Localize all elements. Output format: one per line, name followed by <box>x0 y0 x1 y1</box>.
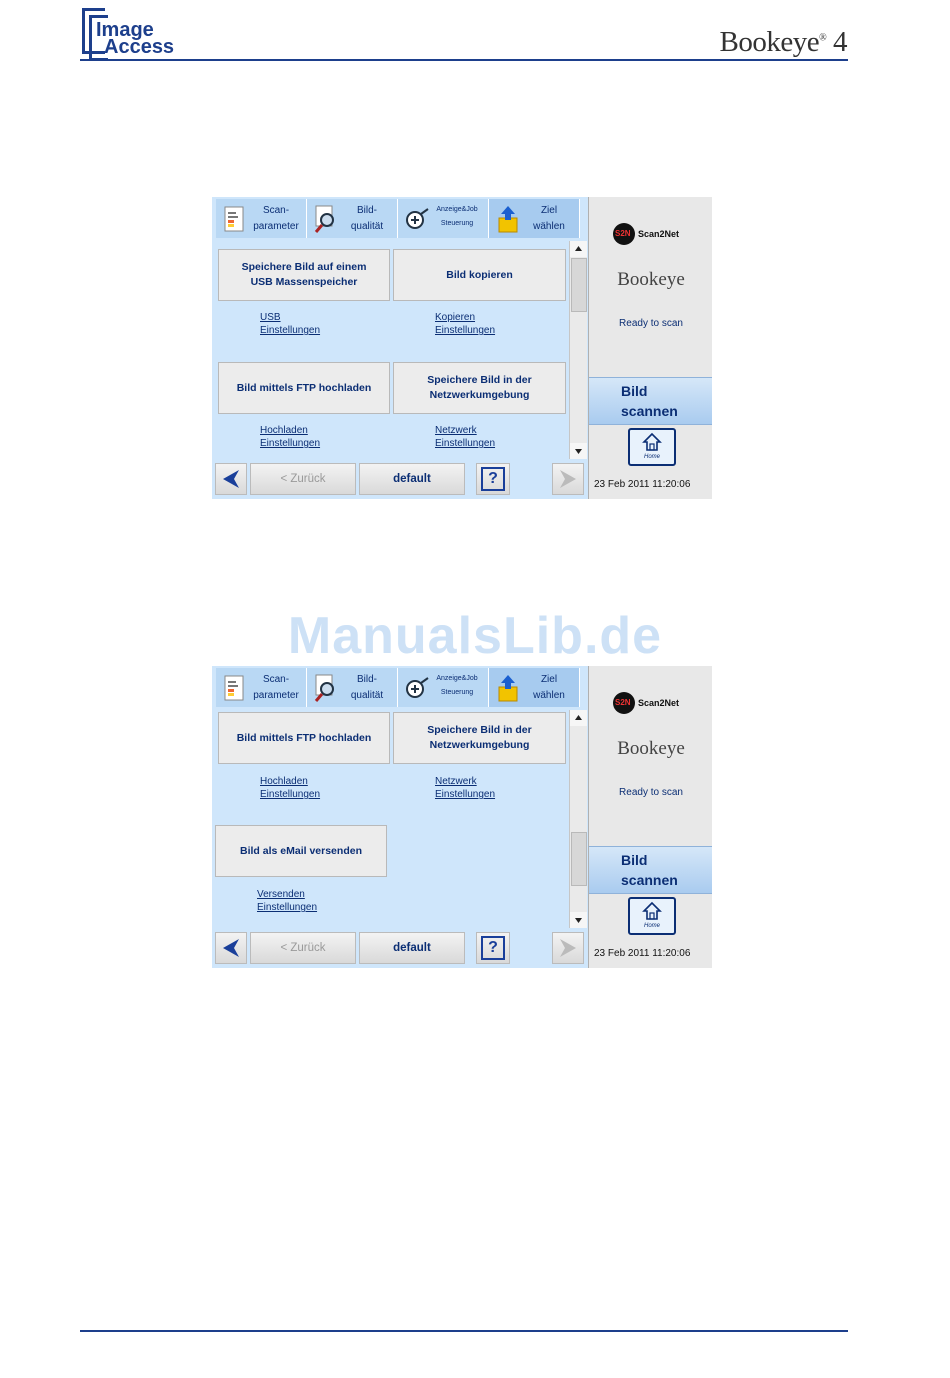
left-arrow-icon <box>219 468 243 490</box>
usb-settings-link[interactable]: USB Einstellungen <box>260 312 321 336</box>
scroll-down-arrow-icon[interactable] <box>570 443 587 459</box>
header-rule <box>80 59 848 61</box>
tab-anzeige-label: Anzeige&Job Steuerung <box>436 675 478 696</box>
scan-image-button[interactable]: Bild scannen <box>589 377 712 425</box>
copy-image-button[interactable]: Bild kopieren <box>393 249 566 301</box>
screenshot-2 <box>212 666 712 968</box>
scan2net-badge-icon: S2N <box>613 692 635 714</box>
logo-text-access: Access <box>104 36 175 58</box>
bottom-toolbar <box>212 928 588 968</box>
back-button[interactable]: < Zurück <box>250 463 356 495</box>
scan2net-logo: S2N Scan2Net <box>613 692 703 714</box>
tab-bar <box>212 666 588 710</box>
back-button[interactable]: < Zurück <box>250 932 356 964</box>
datetime-text: 23 Feb 2011 11:20:06 <box>594 948 691 959</box>
zoom-plus-icon <box>404 673 430 703</box>
tab-bildqualitaet[interactable] <box>307 199 398 238</box>
copy-settings-link[interactable]: Kopieren Einstellungen <box>435 312 496 336</box>
tab-scan-label: Scan- parameter <box>253 205 299 232</box>
help-button[interactable] <box>476 463 510 495</box>
tab-anzeige-label: Anzeige&Job Steuerung <box>436 206 478 227</box>
home-button[interactable]: Home <box>628 428 676 466</box>
tab-scan-parameter[interactable] <box>216 199 307 238</box>
default-button[interactable]: default <box>359 932 465 964</box>
scan-document-icon <box>222 673 248 703</box>
scroll-up-arrow-icon[interactable] <box>570 710 587 726</box>
scrollbar-thumb[interactable] <box>571 832 587 886</box>
network-settings-link[interactable]: Netzwerk Einstellungen <box>435 425 496 449</box>
status-sidebar <box>588 666 712 968</box>
tab-bar <box>212 197 588 241</box>
bottom-toolbar <box>212 459 588 499</box>
right-arrow-icon <box>556 468 580 490</box>
tab-scan-label: Scan- parameter <box>253 674 299 701</box>
right-arrow-icon <box>556 937 580 959</box>
status-sidebar <box>588 197 712 499</box>
network-settings-link[interactable]: Netzwerk Einstellungen <box>435 776 496 800</box>
magnifier-icon <box>313 204 339 234</box>
help-icon: ? <box>481 936 505 960</box>
bookeye-logo: Bookeye <box>617 269 685 290</box>
status-text: Ready to scan <box>619 787 683 798</box>
datetime-text: 23 Feb 2011 11:20:06 <box>594 479 691 490</box>
ftp-upload-button[interactable]: Bild mittels FTP hochladen <box>218 712 390 764</box>
zoom-plus-icon <box>404 204 430 234</box>
footer-rule <box>80 1330 848 1332</box>
prev-arrow-button[interactable] <box>215 932 247 964</box>
tab-ziel-waehlen[interactable] <box>489 668 580 707</box>
tab-anzeige-job[interactable] <box>398 199 489 238</box>
ftp-settings-link[interactable]: Hochladen Einstellungen <box>260 776 321 800</box>
target-box-icon <box>495 204 521 234</box>
status-text: Ready to scan <box>619 318 683 329</box>
scan-image-button[interactable]: Bild scannen <box>589 846 712 894</box>
email-send-button[interactable]: Bild als eMail versenden <box>215 825 387 877</box>
target-box-icon <box>495 673 521 703</box>
ftp-settings-link[interactable]: Hochladen Einstellungen <box>260 425 321 449</box>
scan2net-logo: S2N Scan2Net <box>613 223 703 245</box>
screenshot-1 <box>212 197 712 499</box>
default-button[interactable]: default <box>359 463 465 495</box>
brand-version: 4 <box>833 26 847 58</box>
network-save-button[interactable]: Speichere Bild in der Netzwerkumgebung <box>393 362 566 414</box>
watermark: ManualsLib.de <box>287 607 663 665</box>
scroll-down-arrow-icon[interactable] <box>570 912 587 928</box>
tab-ziel-label: Ziel wählen <box>533 205 565 232</box>
next-arrow-button[interactable] <box>552 932 584 964</box>
help-button[interactable] <box>476 932 510 964</box>
scroll-up-arrow-icon[interactable] <box>570 241 587 257</box>
ftp-upload-button[interactable]: Bild mittels FTP hochladen <box>218 362 390 414</box>
scrollbar[interactable] <box>569 241 587 459</box>
destination-panel <box>212 710 570 928</box>
home-icon <box>642 432 662 452</box>
help-icon: ? <box>481 467 505 491</box>
destination-panel <box>212 241 570 459</box>
brand-name: Bookeye <box>719 26 820 58</box>
tab-ziel-waehlen[interactable] <box>489 199 580 238</box>
bookeye-brand <box>720 26 847 59</box>
tab-scan-parameter[interactable] <box>216 668 307 707</box>
brand-registered-mark: ® <box>819 32 827 44</box>
scan-document-icon <box>222 204 248 234</box>
left-arrow-icon <box>219 937 243 959</box>
home-button[interactable]: Home <box>628 897 676 935</box>
tab-anzeige-job[interactable] <box>398 668 489 707</box>
tab-bild-label: Bild- qualität <box>350 674 384 701</box>
bookeye-logo: Bookeye <box>617 738 685 759</box>
usb-save-button[interactable]: Speichere Bild auf einem USB Massenspeicher <box>218 249 390 301</box>
home-icon <box>642 901 662 921</box>
scan2net-badge-icon: S2N <box>613 223 635 245</box>
next-arrow-button[interactable] <box>552 463 584 495</box>
scrollbar[interactable] <box>569 710 587 928</box>
scrollbar-thumb[interactable] <box>571 258 587 312</box>
tab-bild-label: Bild- qualität <box>350 205 384 232</box>
magnifier-icon <box>313 673 339 703</box>
image-access-logo <box>82 8 192 58</box>
tab-ziel-label: Ziel wählen <box>533 674 565 701</box>
logo-text-image: Image <box>96 19 154 41</box>
email-settings-link[interactable]: Versenden Einstellungen <box>257 889 318 913</box>
prev-arrow-button[interactable] <box>215 463 247 495</box>
tab-bildqualitaet[interactable] <box>307 668 398 707</box>
network-save-button[interactable]: Speichere Bild in der Netzwerkumgebung <box>393 712 566 764</box>
